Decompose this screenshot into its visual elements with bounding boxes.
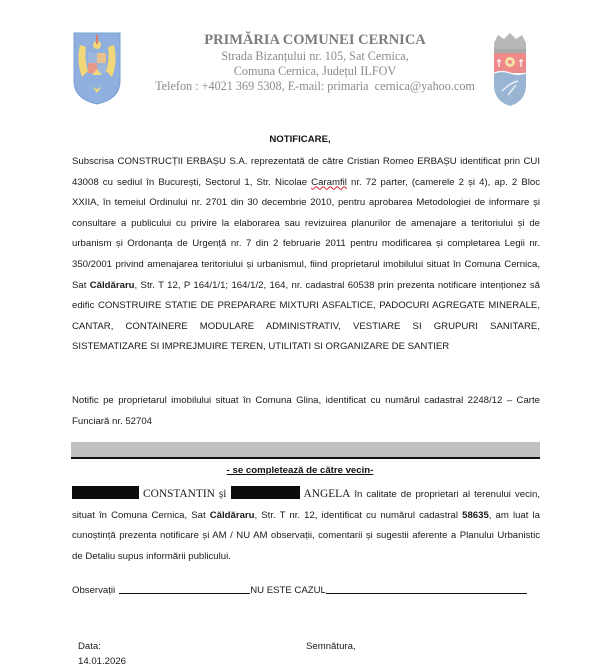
cadastral-number: 58635 xyxy=(462,509,489,521)
horizontal-rule xyxy=(71,457,540,459)
misspelled-word: Caramfil xyxy=(311,176,347,188)
observations-value: NU ESTE CAZUL xyxy=(250,585,326,596)
neighbor-section-title: - se completează de către vecin- xyxy=(226,465,374,476)
paragraph-text: Subscrisa CONSTRUCȚII ERBAȘU S.A. reprezentată de către Cristian Romeo ERBAȘU identificat prin CUI 43008 cu sediul în București, Sectorul 1, Str. Nicolae xyxy=(72,156,540,188)
date-value: 14.01.2026 xyxy=(78,656,127,667)
address-line-1: Strada Bizanțului nr. 105, Sat Cernica, xyxy=(221,49,409,63)
neighbor-name-1: CONSTANTIN xyxy=(143,488,215,500)
village-name: Căldăraru xyxy=(89,279,135,291)
observations-label: Observații xyxy=(72,585,116,596)
institution-name: PRIMĂRIA COMUNEI CERNICA xyxy=(204,32,426,48)
redacted-surname-1 xyxy=(72,486,139,499)
observations-blank-line xyxy=(119,583,250,594)
paragraph-text: , Str. T nr. 12, identificat cu numărul cadastral xyxy=(254,509,463,521)
notification-paragraph xyxy=(72,152,540,358)
neighbor-paragraph xyxy=(72,484,540,567)
romania-coat-of-arms-icon xyxy=(72,31,122,105)
signature-label: Semnătura, xyxy=(306,641,356,652)
letterhead xyxy=(0,0,600,120)
paragraph-text: în calitate de proprietari al terenului vecin, situat în Comuna Cernica, Sat xyxy=(72,489,540,521)
contact-line: Telefon : +4021 369 5308, E-mail: primaria cernica@yahoo.com xyxy=(155,79,475,93)
letterhead-text xyxy=(150,31,480,94)
observations-row xyxy=(72,583,527,596)
paragraph-text: , Str. T 12, P 164/1/1; 164/1/2, 164, nr. cadastral 60538 prin prezenta notificare intenționez să edific CONSTRUIRE STATIE DE PREPARARE MIXTURI ASFALTICE, PADOCURI AGREGATE MINERALE, CANTAR, CONTAINERE MODULARE ADMINISTRATIV, VESTIARE SI GRUPURI SANITARE, SISTEMATIZARE SI IMPREJMUIRE TEREN, UTILITATI SI ORGANIZARE DE SANTIER xyxy=(72,279,540,353)
document-title: NOTIFICARE, xyxy=(269,134,331,145)
conjunction: și xyxy=(218,488,227,500)
redacted-surname-2 xyxy=(231,486,300,499)
section-separator-bar xyxy=(71,442,540,457)
cernica-coat-of-arms-icon xyxy=(490,31,530,107)
observations-blank-line xyxy=(326,583,527,594)
neighbor-name-2: ANGELA xyxy=(303,488,351,500)
address-line-2: Comuna Cernica, Județul ILFOV xyxy=(233,64,397,78)
notified-owner-paragraph: Notific pe proprietarul imobilului situat în Comuna Glina, identificat cu numărul cadastral 2248/12 – Carte Funciară nr. 52704 xyxy=(72,395,540,427)
date-label: Data: xyxy=(78,641,101,652)
village-name: Căldăraru xyxy=(209,509,255,521)
paragraph-text: nr. 72 parter, (camerele 2 și 4), ap. 2 Bloc XXIIA, în temeiul Ordinului nr. 2701 din 30 decembrie 2010, pentru aprobarea Metodologiei de informare și consultare a publicului cu privire la elaborarea sau revizuirea planurilor de amenajare a teritoriului și de urbanism și Ordonanța de Urgență nr. 7 din 2 februarie 2011 pentru modificarea și completarea Legii nr. 350/2001 privind amenajarea teritoriului și urbanismul, fiind proprietarul imobilului situat în Comuna Cernica, Sat xyxy=(72,176,541,291)
paragraph-text: , am luat la cunoștință prezenta notificare și AM / NU AM observații, comentarii și sugestii aferente a Planului Urbanistic de Detaliu supus informării publicului. xyxy=(72,509,540,562)
